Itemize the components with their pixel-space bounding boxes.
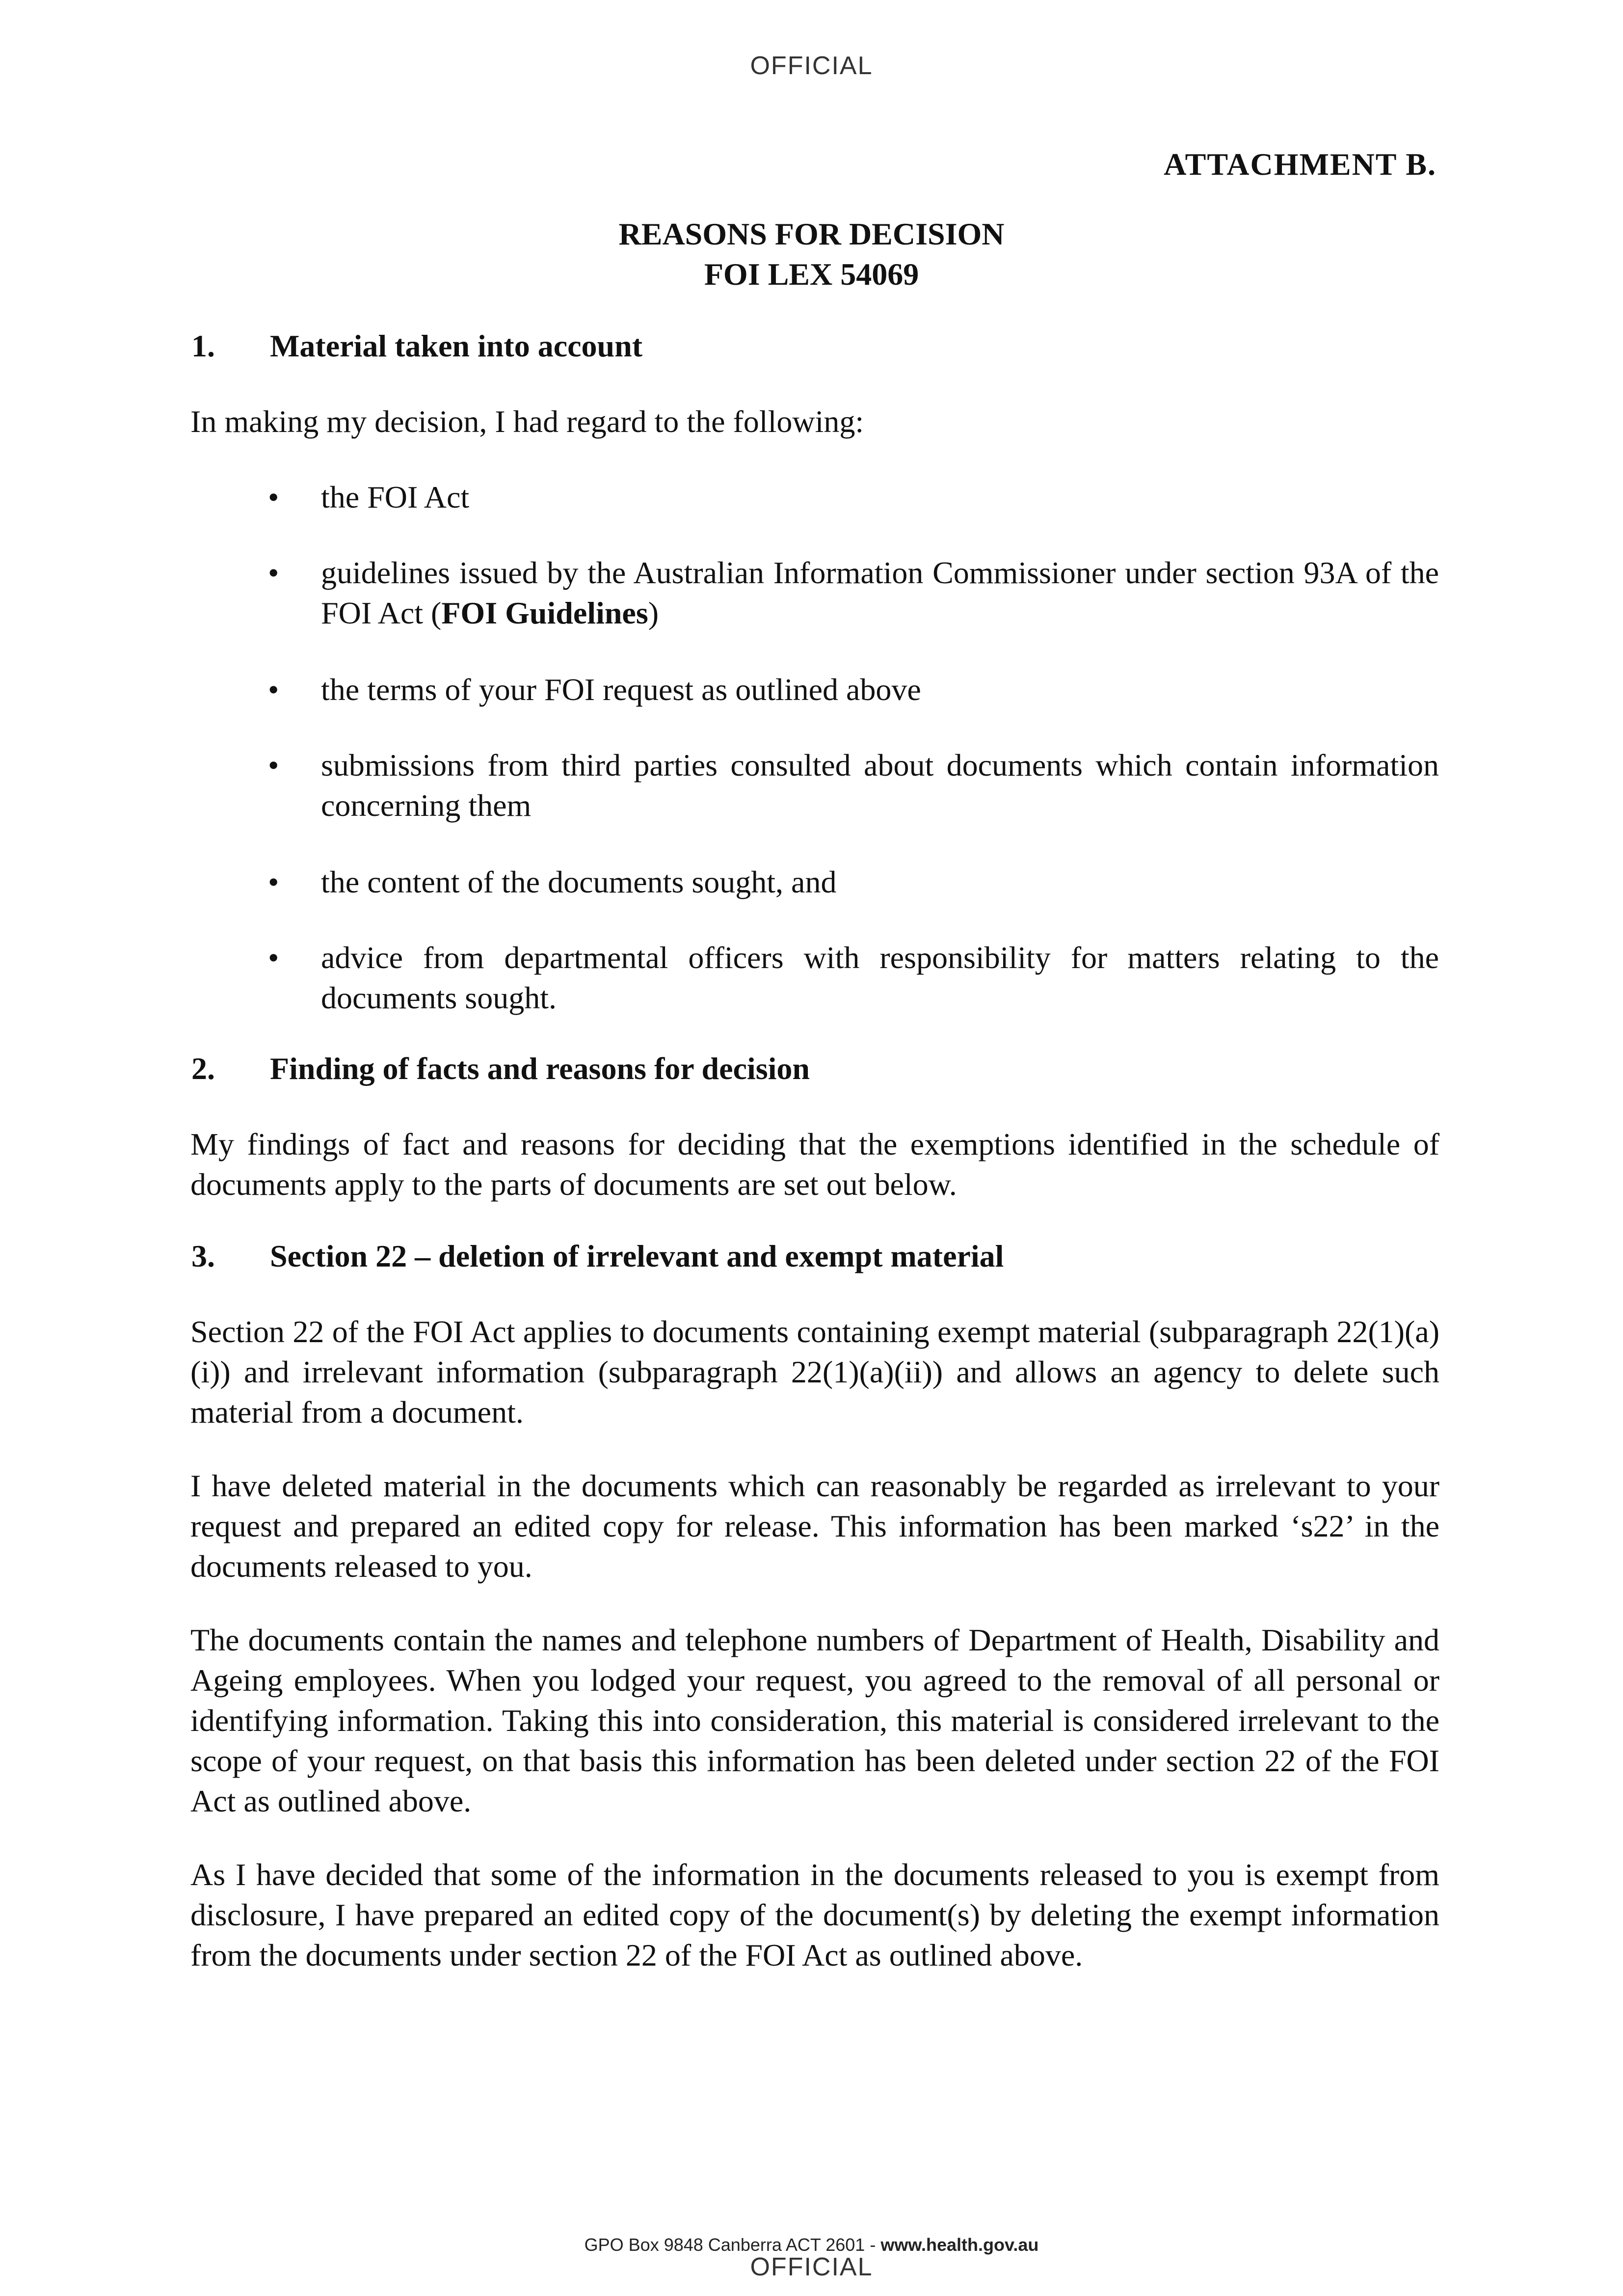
bullet-item — [268, 477, 1439, 517]
bullet-dot: • — [268, 480, 279, 514]
title-reasons: REASONS FOR DECISION — [618, 216, 1005, 251]
bullet-dot: • — [268, 555, 279, 590]
section-3-heading — [191, 1238, 1004, 1274]
bullet-text-part: guidelines issued by the Australian Information Commissioner under section 93A of the FOI Act ( — [321, 555, 1439, 630]
bullet-list — [0, 0, 1623, 1031]
classification-marking-bottom: OFFICIAL — [750, 2253, 873, 2281]
section-3-number: 3. — [191, 1239, 215, 1273]
bullet-text: the terms of your FOI request as outlined above — [321, 672, 921, 707]
bullet-defined-term: FOI Guidelines — [441, 595, 648, 630]
title-reference: FOI LEX 54069 — [704, 257, 919, 292]
bullet-dot: • — [268, 672, 279, 707]
bullet-text: the content of the documents sought, and — [321, 864, 837, 899]
bullet-text-part: ) — [648, 595, 659, 630]
footer-website: www.health.gov.au — [880, 2235, 1039, 2255]
attachment-label: ATTACHMENT B. — [1164, 147, 1437, 182]
bullet-text — [321, 553, 1439, 633]
bullet-item — [268, 553, 1439, 633]
section-1-intro: In making my decision, I had regard to the following: — [190, 404, 864, 439]
footer-address: GPO Box 9848 Canberra ACT 2601 - — [584, 2235, 881, 2255]
section-2-paragraph: My findings of fact and reasons for deciding that the exemptions identified in the schedule of documents apply to the parts of documents are set out below. — [190, 1127, 1439, 1202]
section-3-paragraph: The documents contain the names and telephone numbers of Department of Health, Disability and Ageing employees. When you lodged your request, you agreed to the removal of all personal or identifying information. Taking this into consideration, this material is considered irrelevant to the scope of your request, on that basis this information has been deleted under section 22 of the FOI Act as outlined above. — [190, 1622, 1439, 1818]
bullet-text: advice from departmental officers with responsibility for matters relating to the documents sought. — [321, 940, 1439, 1015]
section-3-paragraph: Section 22 of the FOI Act applies to documents containing exempt material (subparagraph 22(1)(a)(i)) and irrelevant information (subparagraph 22(1)(a)(ii)) and allows an agency to delete such material from a document. — [190, 1314, 1439, 1430]
section-2-title: Finding of facts and reasons for decision — [270, 1051, 810, 1086]
bullet-item — [268, 938, 1439, 1018]
bullet-dot: • — [268, 864, 279, 899]
bullet-item — [268, 745, 1439, 826]
section-2-number: 2. — [191, 1051, 215, 1086]
section-3-paragraph: As I have decided that some of the information in the documents released to you is exempt from disclosure, I have prepared an edited copy of the document(s) by deleting the exempt information from the documents under section 22 of the FOI Act as outlined above. — [190, 1857, 1439, 1972]
section-1-title: Material taken into account — [270, 328, 642, 363]
bullet-item — [268, 862, 1439, 902]
bullet-dot: • — [268, 748, 279, 783]
section-2-heading — [191, 1051, 810, 1087]
section-3-title: Section 22 – deletion of irrelevant and exempt material — [270, 1239, 1004, 1273]
bullet-text: the FOI Act — [321, 480, 470, 514]
bullet-dot: • — [268, 940, 279, 975]
section-3-paragraph: I have deleted material in the documents which can reasonably be regarded as irrelevant to your request and prepared an edited copy for release. This information has been marked ‘s22’ in the documents released to you. — [190, 1468, 1439, 1584]
bullet-item — [268, 670, 1439, 710]
classification-marking-top: OFFICIAL — [750, 52, 873, 80]
bullet-text: submissions from third parties consulted about documents which contain information concerning them — [321, 748, 1439, 823]
section-1-number: 1. — [191, 328, 215, 363]
